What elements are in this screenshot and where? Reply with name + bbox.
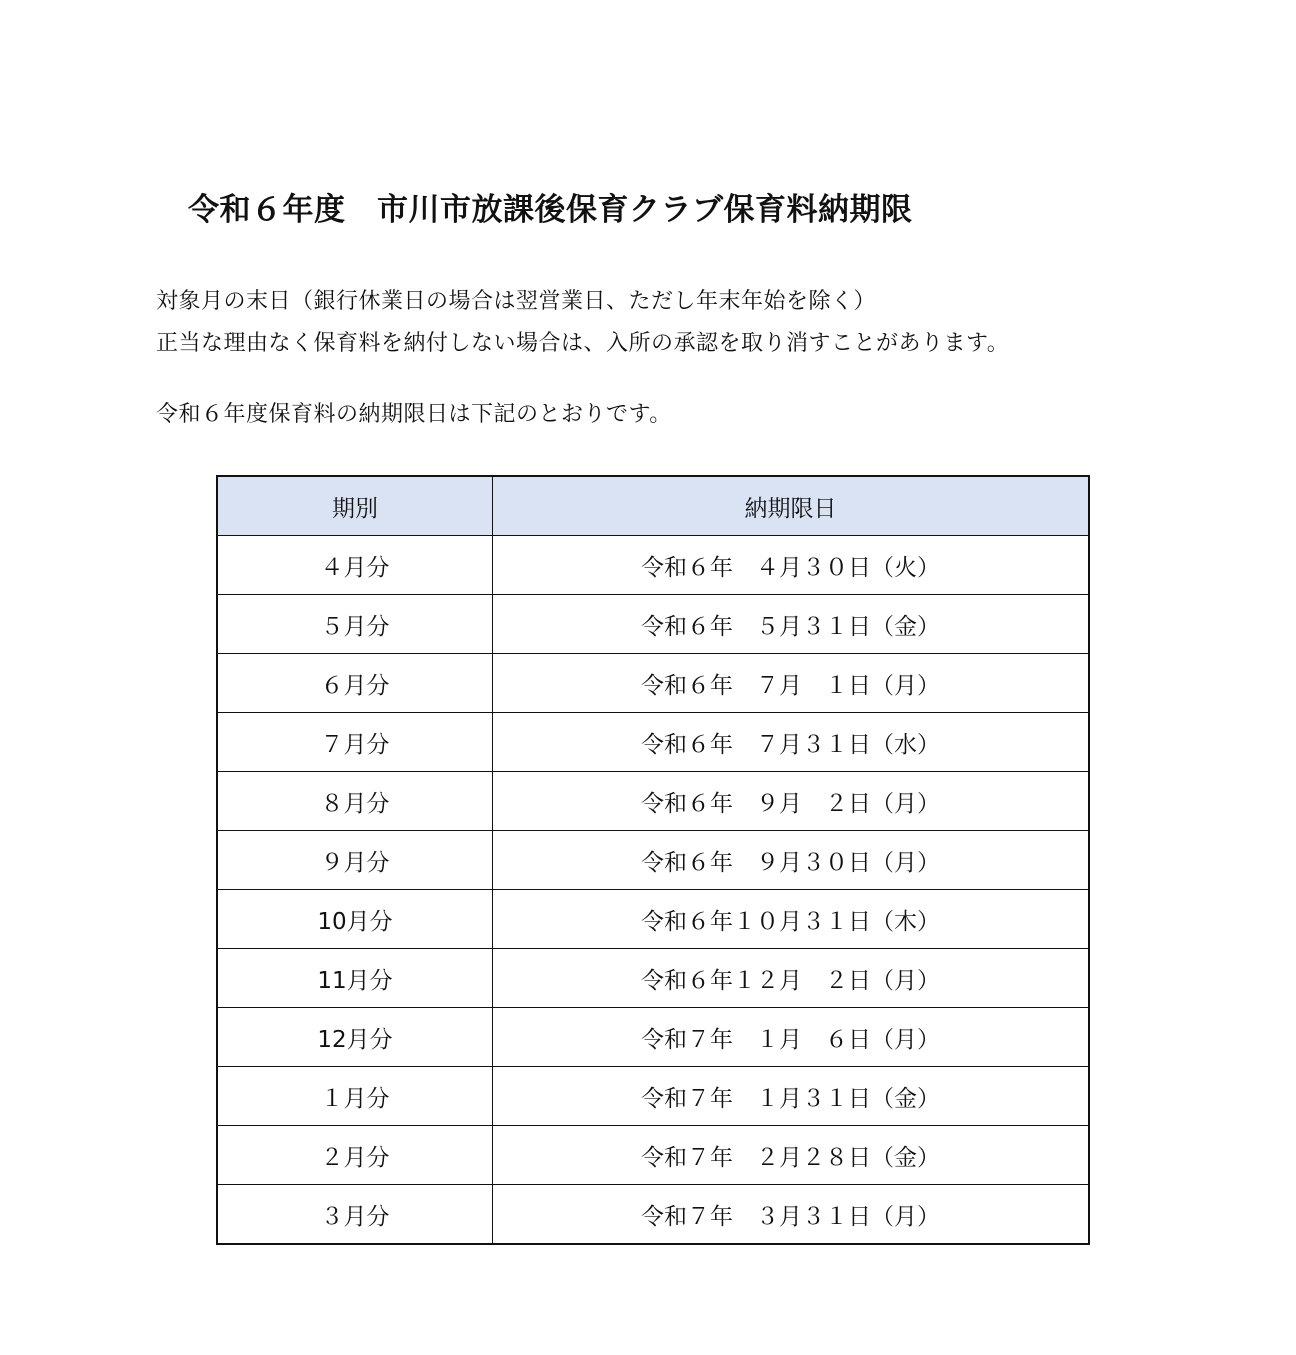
table-row [217, 1185, 1089, 1245]
table-row [217, 1008, 1089, 1067]
table-row [217, 536, 1089, 595]
period-cell: ２月分 [217, 1126, 493, 1185]
due-date-cell: 令和６年 ９月３０日（月） [493, 831, 1090, 890]
due-date-cell: 令和６年 ７月 １日（月） [493, 654, 1090, 713]
due-date-rule: 対象月の末日（銀行休業日の場合は翌営業日、ただし年末年始を除く） [156, 289, 877, 314]
due-date-cell: 令和６年 ７月３１日（水） [493, 713, 1090, 772]
nonpayment-notice: 正当な理由なく保育料を納付しない場合は、入所の承認を取り消すことがあります。 [156, 331, 1010, 356]
table-row [217, 949, 1089, 1008]
period-cell: 10月分 [217, 890, 493, 949]
period-cell: ５月分 [217, 595, 493, 654]
period-cell: 11月分 [217, 949, 493, 1008]
period-cell: ９月分 [217, 831, 493, 890]
due-date-table [216, 475, 1090, 1245]
table-row [217, 1067, 1089, 1126]
due-date-cell: 令和７年 ２月２８日（金） [493, 1126, 1090, 1185]
period-cell: ４月分 [217, 536, 493, 595]
period-cell: １月分 [217, 1067, 493, 1126]
due-date-cell: 令和７年 １月 ６日（月） [493, 1008, 1090, 1067]
due-date-cell: 令和７年 １月３１日（金） [493, 1067, 1090, 1126]
table-row [217, 654, 1089, 713]
period-cell: ３月分 [217, 1185, 493, 1245]
period-cell: ６月分 [217, 654, 493, 713]
table-row [217, 831, 1089, 890]
due-date-cell: 令和７年 ３月３１日（月） [493, 1185, 1090, 1245]
table-row [217, 1126, 1089, 1185]
table-row [217, 595, 1089, 654]
period-cell: ８月分 [217, 772, 493, 831]
table-row [217, 890, 1089, 949]
table-intro: 令和６年度保育料の納期限日は下記のとおりです。 [156, 402, 672, 427]
due-date-cell: 令和６年 ４月３０日（火） [493, 536, 1090, 595]
table-row [217, 772, 1089, 831]
table-row [217, 713, 1089, 772]
due-date-cell: 令和６年 ９月 ２日（月） [493, 772, 1090, 831]
due-date-cell: 令和６年 ５月３１日（金） [493, 595, 1090, 654]
header-period: 期別 [217, 476, 493, 536]
table-header-row [217, 476, 1089, 536]
period-cell: 12月分 [217, 1008, 493, 1067]
due-date-cell: 令和６年１２月 ２日（月） [493, 949, 1090, 1008]
header-due-date: 納期限日 [493, 476, 1090, 536]
due-date-cell: 令和６年１０月３１日（木） [493, 890, 1090, 949]
page-title: 令和６年度 市川市放課後保育クラブ保育料納期限 [188, 192, 913, 228]
period-cell: ７月分 [217, 713, 493, 772]
